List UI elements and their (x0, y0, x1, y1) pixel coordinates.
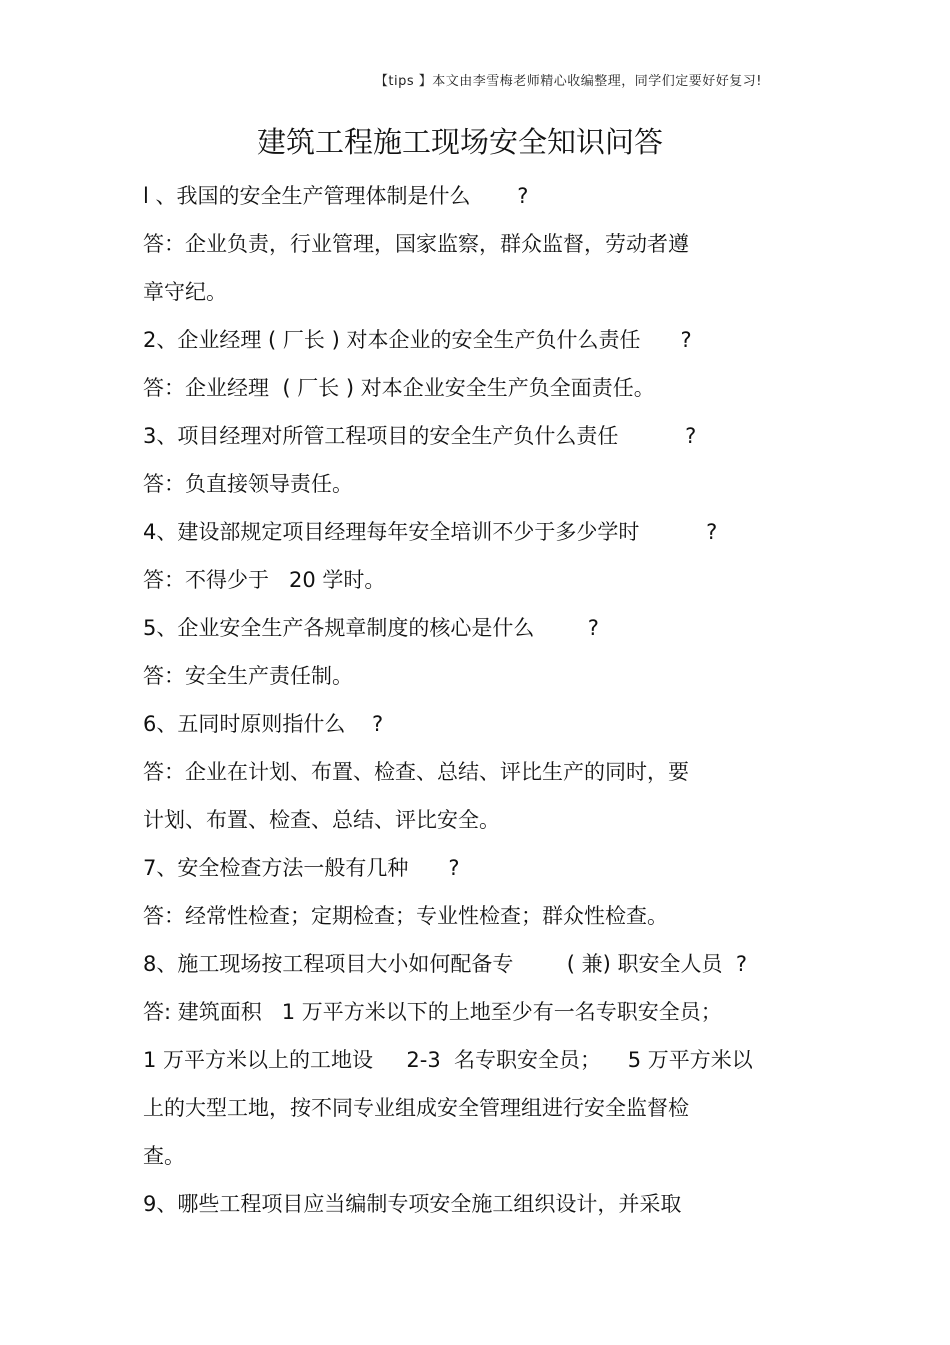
answer-8-line-3: 上的大型工地，按不同专业组成安全管理组进行安全监督检 (143, 1096, 689, 1120)
answer-3: 答：负直接领导责任。 (143, 472, 353, 496)
question-3: 3、项目经理对所管工程项目的安全生产负什么责任 ? (143, 424, 697, 448)
answer-6-line-1: 答：企业在计划、布置、检查、总结、评比生产的同时，要 (143, 760, 689, 784)
question-1: l 、我国的安全生产管理体制是什么 ? (143, 184, 529, 208)
answer-7: 答：经常性检查；定期检查；专业性检查；群众性检查。 (143, 904, 668, 928)
answer-8-line-2: 1 万平方米以上的工地设 2-3 名专职安全员； 5 万平方米以 (143, 1048, 753, 1072)
answer-4: 答：不得少于 20 学时。 (143, 568, 386, 592)
question-5: 5、企业安全生产各规章制度的核心是什么 ? (143, 616, 599, 640)
question-9: 9、哪些工程项目应当编制专项安全施工组织设计，并采取 (143, 1192, 682, 1216)
answer-1-line-2: 章守纪。 (143, 280, 227, 304)
question-4: 4、建设部规定项目经理每年安全培训不少于多少学时 ? (143, 520, 718, 544)
page-title: 建筑工程施工现场安全知识问答 (256, 125, 663, 159)
answer-6-line-2: 计划、布置、检查、总结、评比安全。 (143, 808, 500, 832)
answer-8-line-4: 查。 (143, 1144, 185, 1168)
answer-2: 答：企业经理 ( 厂长 ) 对本企业安全生产负全面责任。 (143, 376, 655, 400)
question-8: 8、施工现场按工程项目大小如何配备专 ( 兼) 职安全人员 ? (143, 952, 747, 976)
question-2: 2、企业经理 ( 厂长 ) 对本企业的安全生产负什么责任 ? (143, 328, 692, 352)
answer-5: 答：安全生产责任制。 (143, 664, 353, 688)
question-6: 6、五同时原则指什么 ? (143, 712, 384, 736)
answer-1-line-1: 答：企业负责，行业管理，国家监察，群众监督，劳动者遵 (143, 232, 689, 256)
question-7: 7、安全检查方法一般有几种 ? (143, 856, 460, 880)
answer-8-line-1: 答: 建筑面积 1 万平方米以下的上地至少有一名专职安全员； (143, 1000, 722, 1024)
tips-note: 【tips 】本文由李雪梅老师精心收编整理，同学们定要好好复习! (374, 74, 762, 89)
